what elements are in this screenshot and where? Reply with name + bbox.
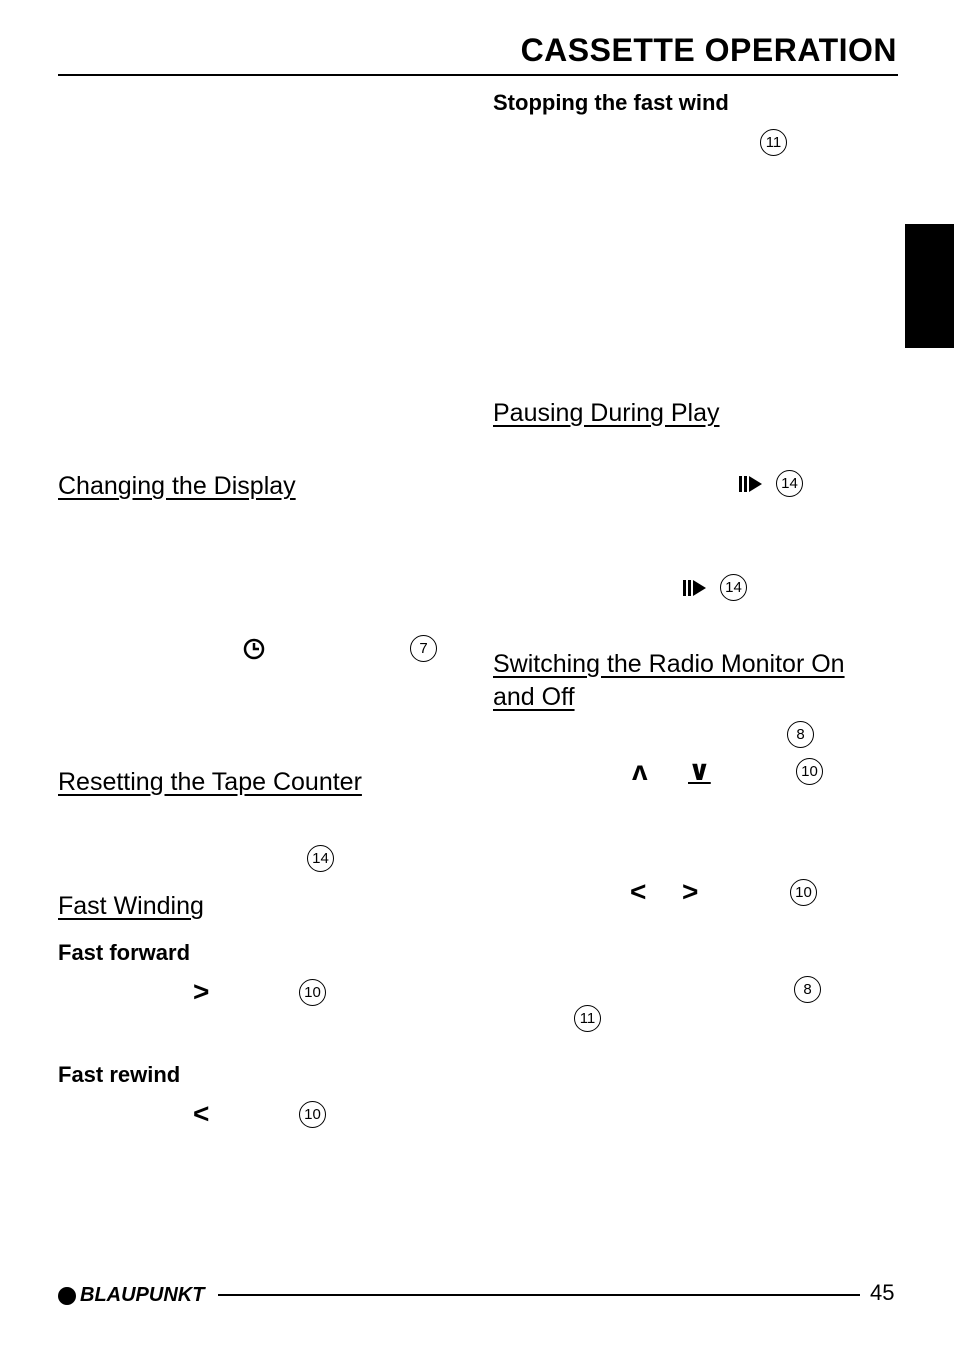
fast-forward-heading: Fast forward bbox=[58, 940, 191, 965]
brand-logo bbox=[58, 1284, 204, 1307]
play-pause-icon bbox=[683, 578, 707, 603]
play-pause-icon bbox=[739, 474, 763, 499]
page-number: 45 bbox=[870, 1280, 895, 1305]
ref-rewind: 10 bbox=[299, 1101, 326, 1128]
up-arrow-icon: ʌ bbox=[632, 755, 648, 786]
right-arrow-icon: > bbox=[682, 876, 699, 907]
brand-dot-icon bbox=[58, 1287, 76, 1305]
ref-radio-3: 10 bbox=[790, 879, 817, 906]
left-arrow-icon: < bbox=[193, 1098, 210, 1129]
ref-radio-2: 10 bbox=[796, 758, 823, 785]
page-title: CASSETTE OPERATION bbox=[520, 32, 897, 68]
ref-pausing-2: 14 bbox=[720, 574, 747, 601]
footer-rule bbox=[218, 1294, 860, 1296]
right-arrow-icon: > bbox=[193, 976, 210, 1007]
brand-name: BLAUPUNKT bbox=[80, 1284, 205, 1306]
stopping-heading: Stopping the fast wind bbox=[493, 90, 729, 115]
ref-pausing-1: 14 bbox=[776, 470, 803, 497]
fast-rewind-heading: Fast rewind bbox=[58, 1062, 181, 1087]
ref-radio-4: 8 bbox=[794, 976, 821, 1003]
ref-reset: 14 bbox=[307, 845, 334, 872]
language-tab bbox=[905, 224, 954, 348]
changing-display-heading: Changing the Display bbox=[58, 472, 296, 500]
radio-monitor-heading: Switching the Radio Monitor On and Off bbox=[493, 650, 845, 711]
ref-radio-1: 8 bbox=[787, 721, 814, 748]
reset-counter-heading: Resetting the Tape Counter bbox=[58, 768, 362, 796]
fast-winding-heading: Fast Winding bbox=[58, 892, 204, 920]
clock-icon bbox=[243, 638, 265, 665]
ref-stopping: 11 bbox=[760, 129, 787, 156]
header-rule bbox=[58, 74, 898, 76]
left-arrow-icon: < bbox=[630, 876, 647, 907]
pausing-heading: Pausing During Play bbox=[493, 399, 720, 427]
down-arrow-icon: ∨ bbox=[688, 755, 711, 786]
ref-radio-5: 11 bbox=[574, 1005, 601, 1032]
ref-display: 7 bbox=[410, 635, 437, 662]
ref-forward: 10 bbox=[299, 979, 326, 1006]
